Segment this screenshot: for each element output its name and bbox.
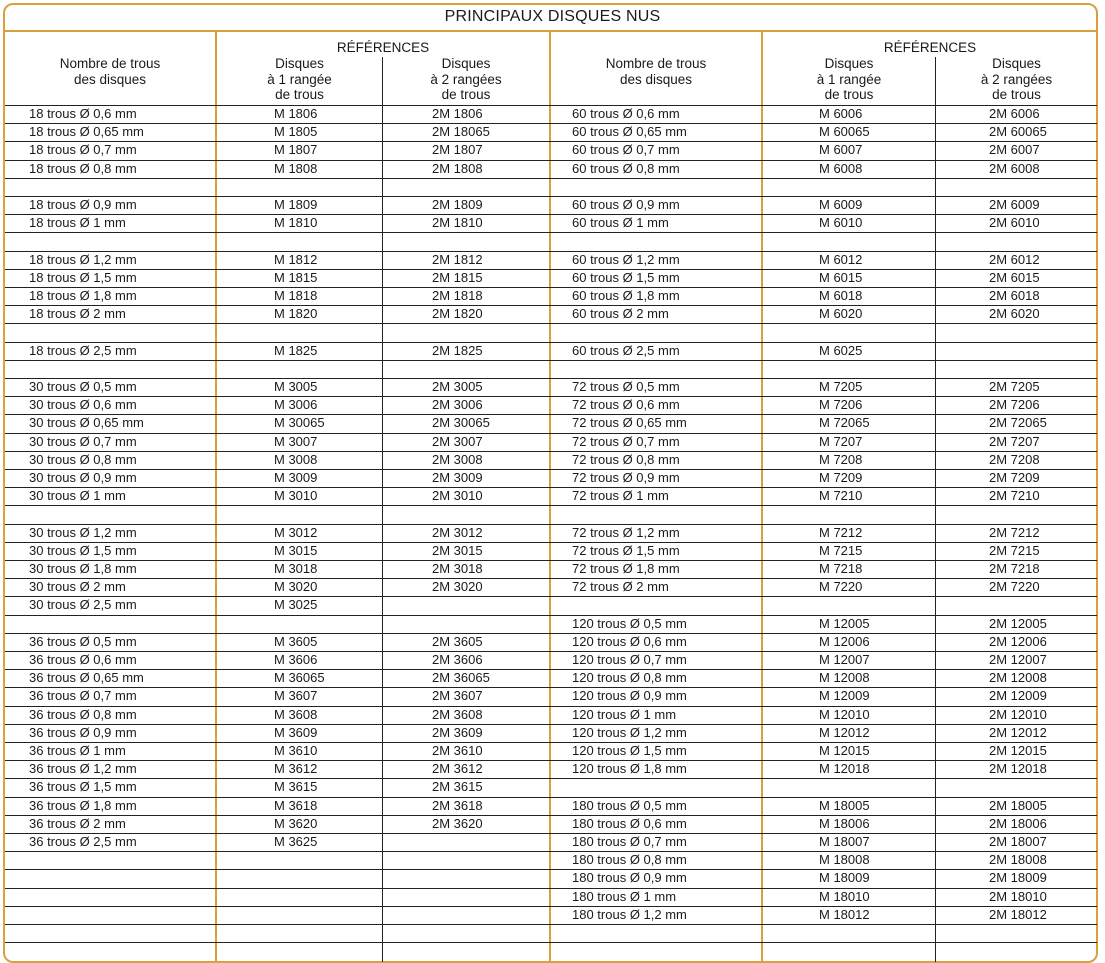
table-cell: 180 trous Ø 1 mm [572, 888, 677, 904]
table-cell: M 12006 [819, 633, 870, 649]
table-row [0, 433, 1105, 451]
table-cell: M 36065 [274, 670, 325, 686]
table-cell: M 3006 [274, 397, 318, 413]
table-cell: M 18009 [819, 870, 870, 886]
table-cell: M 12007 [819, 652, 870, 667]
table-cell: M 7215 [819, 542, 863, 558]
table-row [0, 160, 1105, 178]
table-row [0, 269, 1105, 287]
table-cell: 2M 36065 [432, 670, 490, 686]
header-double-row-left: Disques à 2 rangées de trous [430, 56, 502, 102]
table-cell: 2M 1812 [432, 251, 483, 267]
table-cell: 2M 6009 [989, 197, 1040, 212]
header-hole-count-left: Nombre de trous des disques [59, 56, 161, 87]
table-cell: 36 trous Ø 0,6 mm [29, 652, 137, 667]
table-cell: 120 trous Ø 1,2 mm [572, 724, 687, 740]
table-cell: 36 trous Ø 0,7 mm [29, 688, 137, 704]
table-cell: M 3009 [274, 470, 318, 485]
table-cell: 60 trous Ø 2,5 mm [572, 342, 680, 358]
table-cell: M 3620 [274, 815, 318, 831]
table-cell: 30 trous Ø 2 mm [29, 579, 126, 595]
table-row [0, 706, 1105, 724]
table-cell: 2M 12015 [989, 743, 1047, 758]
table-cell: 2M 3615 [432, 779, 483, 795]
table-row [0, 596, 1105, 614]
table-cell: M 1818 [274, 288, 318, 303]
table-cell: 36 trous Ø 1,2 mm [29, 761, 137, 777]
table-row [0, 414, 1105, 432]
header-single-row-left: Disques à 1 rangée de trous [267, 56, 332, 102]
table-cell: M 1820 [274, 306, 318, 322]
table-cell: M 18010 [819, 888, 870, 904]
table-cell: 2M 3608 [432, 706, 483, 722]
table-cell: 2M 1825 [432, 342, 483, 358]
table-row [0, 342, 1105, 360]
table-cell: 2M 7215 [989, 542, 1040, 558]
table-cell: 18 trous Ø 1,8 mm [29, 288, 137, 303]
table-cell: 36 trous Ø 0,9 mm [29, 724, 137, 740]
table-cell: 2M 6010 [989, 215, 1040, 231]
table-cell: M 3605 [274, 633, 318, 649]
table-cell: 60 trous Ø 1,2 mm [572, 251, 680, 267]
table-cell: M 30065 [274, 415, 325, 431]
table-row [0, 560, 1105, 578]
table-cell: 36 trous Ø 1 mm [29, 743, 126, 758]
table-cell: M 12015 [819, 743, 870, 758]
table-cell: 120 trous Ø 0,7 mm [572, 652, 687, 667]
table-cell: 2M 12005 [989, 615, 1047, 631]
table-cell: M 6015 [819, 269, 863, 285]
table-cell: M 3608 [274, 706, 318, 722]
table-row [0, 105, 1105, 123]
table-cell: 36 trous Ø 0,65 mm [29, 670, 144, 686]
table-cell: 30 trous Ø 0,8 mm [29, 451, 137, 467]
table-row [0, 141, 1105, 159]
table-cell: M 6007 [819, 142, 863, 158]
table-cell: M 3025 [274, 597, 318, 613]
table-cell: 36 trous Ø 0,5 mm [29, 633, 137, 649]
table-cell: M 3007 [274, 433, 318, 449]
table-cell: M 1808 [274, 160, 318, 176]
table-cell: 2M 12010 [989, 706, 1047, 722]
table-row [0, 778, 1105, 796]
table-cell: M 72065 [819, 415, 870, 431]
table-cell: 72 trous Ø 0,6 mm [572, 397, 680, 413]
table-row [0, 869, 1105, 887]
table-cell: M 1809 [274, 197, 318, 212]
table-cell: 120 trous Ø 1,5 mm [572, 743, 687, 758]
table-cell: M 6008 [819, 160, 863, 176]
title-divider [5, 30, 1097, 32]
table-cell: M 3625 [274, 834, 318, 849]
table-cell: 2M 72065 [989, 415, 1047, 431]
table-cell: M 7220 [819, 579, 863, 595]
table-cell: 72 trous Ø 0,65 mm [572, 415, 687, 431]
table-row [0, 833, 1105, 851]
table-row [0, 633, 1105, 651]
table-cell: M 7212 [819, 524, 863, 540]
table-row [0, 178, 1105, 196]
table-cell: 2M 7220 [989, 579, 1040, 595]
table-row [0, 451, 1105, 469]
table-cell: M 18012 [819, 906, 870, 922]
table-cell: 60 trous Ø 0,9 mm [572, 197, 680, 212]
table-row [0, 924, 1105, 942]
table-cell: 72 trous Ø 2 mm [572, 579, 669, 595]
table-row [0, 469, 1105, 487]
header-double-row-right: Disques à 2 rangées de trous [980, 56, 1053, 102]
table-cell: 18 trous Ø 1,2 mm [29, 251, 137, 267]
table-cell: 2M 12012 [989, 724, 1047, 740]
table-cell: 18 trous Ø 1 mm [29, 215, 126, 231]
table-cell: M 6018 [819, 288, 863, 303]
table-cell: 30 trous Ø 0,9 mm [29, 470, 137, 485]
table-cell: 2M 3007 [432, 433, 483, 449]
table-cell: 18 trous Ø 0,6 mm [29, 106, 137, 121]
table-cell: 2M 18005 [989, 797, 1047, 813]
table-cell: 2M 3012 [432, 524, 483, 540]
table-cell: 72 trous Ø 0,7 mm [572, 433, 680, 449]
table-cell: 72 trous Ø 1,5 mm [572, 542, 680, 558]
table-cell: 18 trous Ø 0,9 mm [29, 197, 137, 212]
table-cell: 2M 1820 [432, 306, 483, 322]
table-row [0, 542, 1105, 560]
table-cell: 30 trous Ø 0,65 mm [29, 415, 144, 431]
table-cell: 2M 60065 [989, 124, 1047, 140]
table-row [0, 232, 1105, 250]
table-cell: 30 trous Ø 1,5 mm [29, 542, 137, 558]
table-row [0, 651, 1105, 669]
table-row [0, 760, 1105, 778]
table-cell: M 1805 [274, 124, 318, 140]
table-cell: 2M 18006 [989, 815, 1047, 831]
table-cell: M 6012 [819, 251, 863, 267]
table-cell: M 3609 [274, 724, 318, 740]
table-cell: 60 trous Ø 1,5 mm [572, 269, 680, 285]
table-cell: M 7209 [819, 470, 863, 485]
table-cell: 2M 18065 [432, 124, 490, 140]
table-cell: M 18005 [819, 797, 870, 813]
table-cell: 30 trous Ø 1,8 mm [29, 561, 137, 576]
table-cell: 2M 7212 [989, 524, 1040, 540]
table-cell: 2M 6012 [989, 251, 1040, 267]
table-cell: 180 trous Ø 0,8 mm [572, 852, 687, 868]
table-cell: M 6020 [819, 306, 863, 322]
table-cell: 2M 30065 [432, 415, 490, 431]
table-cell: M 6025 [819, 342, 863, 358]
table-cell: 2M 1810 [432, 215, 483, 231]
table-cell: M 12009 [819, 688, 870, 704]
table-cell: 2M 3605 [432, 633, 483, 649]
table-row [0, 815, 1105, 833]
table-cell: 2M 3009 [432, 470, 483, 485]
table-cell: 180 trous Ø 0,6 mm [572, 815, 687, 831]
table-cell: M 3005 [274, 379, 318, 394]
table-cell: 2M 7218 [989, 561, 1040, 576]
table-cell: 72 trous Ø 1,8 mm [572, 561, 680, 576]
table-row [0, 378, 1105, 396]
table-cell: 2M 6018 [989, 288, 1040, 303]
table-cell: M 3606 [274, 652, 318, 667]
table-row [0, 123, 1105, 141]
table-cell: 2M 3610 [432, 743, 483, 758]
table-cell: 2M 7205 [989, 379, 1040, 394]
table-row [0, 888, 1105, 906]
table-cell: 2M 3005 [432, 379, 483, 394]
table-cell: 2M 18010 [989, 888, 1047, 904]
table-cell: M 1825 [274, 342, 318, 358]
table-row [0, 851, 1105, 869]
table-cell: 180 trous Ø 1,2 mm [572, 906, 687, 922]
table-row [0, 214, 1105, 232]
table-cell: M 7207 [819, 433, 863, 449]
table-cell: 120 trous Ø 0,5 mm [572, 615, 687, 631]
table-cell: 60 trous Ø 2 mm [572, 306, 669, 322]
table-cell: M 3008 [274, 451, 318, 467]
table-cell: 36 trous Ø 1,8 mm [29, 797, 137, 813]
table-cell: 2M 3607 [432, 688, 483, 704]
row-divider [5, 942, 1097, 943]
table-row [0, 578, 1105, 596]
table-cell: 2M 1808 [432, 160, 483, 176]
table-cell: M 3010 [274, 488, 318, 504]
table-cell: 72 trous Ø 0,5 mm [572, 379, 680, 394]
table-cell: 2M 6008 [989, 160, 1040, 176]
table-cell: 2M 7209 [989, 470, 1040, 485]
table-cell: M 6006 [819, 106, 863, 121]
header-single-row-right: Disques à 1 rangée de trous [816, 56, 882, 102]
table-cell: 18 trous Ø 0,7 mm [29, 142, 137, 158]
table-cell: 2M 1815 [432, 269, 483, 285]
table-cell: 2M 6006 [989, 106, 1040, 121]
table-cell: 2M 3606 [432, 652, 483, 667]
table-title: PRINCIPAUX DISQUES NUS [444, 8, 661, 25]
table-cell: 2M 6007 [989, 142, 1040, 158]
table-cell: M 7218 [819, 561, 863, 576]
table-cell: 36 trous Ø 2,5 mm [29, 834, 137, 849]
table-row [0, 524, 1105, 542]
table-cell: M 1812 [274, 251, 318, 267]
table-cell: 180 trous Ø 0,9 mm [572, 870, 687, 886]
table-row [0, 505, 1105, 523]
table-row [0, 305, 1105, 323]
table-cell: 18 trous Ø 2 mm [29, 306, 126, 322]
table-cell: 2M 7210 [989, 488, 1040, 504]
table-cell: 2M 18007 [989, 834, 1047, 849]
table-cell: 18 trous Ø 2,5 mm [29, 342, 137, 358]
table-cell: M 3020 [274, 579, 318, 595]
table-cell: M 3018 [274, 561, 318, 576]
table-cell: 2M 12018 [989, 761, 1047, 777]
table-cell: 2M 1818 [432, 288, 483, 303]
table-cell: 180 trous Ø 0,7 mm [572, 834, 687, 849]
table-cell: 72 trous Ø 0,9 mm [572, 470, 680, 485]
table-cell: 2M 12008 [989, 670, 1047, 686]
table-cell: M 12018 [819, 761, 870, 777]
table-cell: 60 trous Ø 1,8 mm [572, 288, 680, 303]
table-cell: 60 trous Ø 0,65 mm [572, 124, 687, 140]
table-row [0, 196, 1105, 214]
table-cell: M 1807 [274, 142, 318, 158]
table-cell: M 3015 [274, 542, 318, 558]
table-row [0, 797, 1105, 815]
table-cell: M 18007 [819, 834, 870, 849]
table-cell: 2M 6020 [989, 306, 1040, 322]
table-cell: M 12008 [819, 670, 870, 686]
table-row [0, 287, 1105, 305]
table-cell: 2M 3015 [432, 542, 483, 558]
table-row [0, 396, 1105, 414]
table-cell: 30 trous Ø 0,5 mm [29, 379, 137, 394]
table-cell: 2M 1807 [432, 142, 483, 158]
table-row [0, 360, 1105, 378]
table-cell: M 7208 [819, 451, 863, 467]
table-cell: M 3615 [274, 779, 318, 795]
table-cell: 2M 1806 [432, 106, 483, 121]
table-cell: 18 trous Ø 1,5 mm [29, 269, 137, 285]
table-row [0, 615, 1105, 633]
table-cell: 30 trous Ø 0,7 mm [29, 433, 137, 449]
table-cell: 2M 3006 [432, 397, 483, 413]
table-cell: 2M 6015 [989, 269, 1040, 285]
table-cell: 120 trous Ø 0,9 mm [572, 688, 687, 704]
table-cell: M 7206 [819, 397, 863, 413]
header-references-left: RÉFÉRENCES [336, 40, 430, 55]
table-cell: 2M 12006 [989, 633, 1047, 649]
table-cell: 180 trous Ø 0,5 mm [572, 797, 687, 813]
table-cell: 60 trous Ø 0,8 mm [572, 160, 680, 176]
table-cell: 2M 3620 [432, 815, 483, 831]
table-cell: 60 trous Ø 0,6 mm [572, 106, 680, 121]
table-row [0, 323, 1105, 341]
table-cell: 36 trous Ø 1,5 mm [29, 779, 137, 795]
table-cell: 120 trous Ø 1 mm [572, 706, 677, 722]
table-cell: 30 trous Ø 2,5 mm [29, 597, 137, 613]
table-cell: M 12005 [819, 615, 870, 631]
table-cell: 30 trous Ø 0,6 mm [29, 397, 137, 413]
table-cell: 2M 3008 [432, 451, 483, 467]
table-cell: 36 trous Ø 0,8 mm [29, 706, 137, 722]
table-cell: 2M 18009 [989, 870, 1047, 886]
table-cell: 60 trous Ø 0,7 mm [572, 142, 680, 158]
table-cell: M 3607 [274, 688, 318, 704]
table-cell: 2M 7207 [989, 433, 1040, 449]
table-cell: 30 trous Ø 1 mm [29, 488, 126, 504]
header-hole-count-right: Nombre de trous des disques [605, 56, 707, 87]
table-cell: 2M 7208 [989, 451, 1040, 467]
table-cell: M 6009 [819, 197, 863, 212]
table-cell: 30 trous Ø 1,2 mm [29, 524, 137, 540]
table-cell: 2M 12007 [989, 652, 1047, 667]
table-row [0, 487, 1105, 505]
table-cell: 2M 1809 [432, 197, 483, 212]
table-cell: M 3618 [274, 797, 318, 813]
table-cell: M 7210 [819, 488, 863, 504]
table-cell: M 3612 [274, 761, 318, 777]
table-row [0, 742, 1105, 760]
table-cell: 2M 3609 [432, 724, 483, 740]
table-cell: 2M 3010 [432, 488, 483, 504]
table-row [0, 906, 1105, 924]
table-cell: M 18008 [819, 852, 870, 868]
table-cell: M 18006 [819, 815, 870, 831]
table-cell: 60 trous Ø 1 mm [572, 215, 669, 231]
table-cell: M 1815 [274, 269, 318, 285]
table-cell: M 6010 [819, 215, 863, 231]
table-cell: 72 trous Ø 1 mm [572, 488, 669, 504]
table-cell: 72 trous Ø 1,2 mm [572, 524, 680, 540]
table-cell: 36 trous Ø 2 mm [29, 815, 126, 831]
table-cell: M 60065 [819, 124, 870, 140]
table-row [0, 251, 1105, 269]
table-cell: 2M 7206 [989, 397, 1040, 413]
table-cell: 72 trous Ø 0,8 mm [572, 451, 680, 467]
table-cell: 120 trous Ø 1,8 mm [572, 761, 687, 777]
table-cell: 2M 3618 [432, 797, 483, 813]
table-cell: 120 trous Ø 0,8 mm [572, 670, 687, 686]
table-cell: 18 trous Ø 0,65 mm [29, 124, 144, 140]
table-cell: 2M 3018 [432, 561, 483, 576]
table-cell: M 1806 [274, 106, 318, 121]
table-cell: 2M 18012 [989, 906, 1047, 922]
table-cell: 2M 3612 [432, 761, 483, 777]
table-cell: 2M 12009 [989, 688, 1047, 704]
table-cell: 120 trous Ø 0,6 mm [572, 633, 687, 649]
table-cell: M 3012 [274, 524, 318, 540]
table-cell: M 12012 [819, 724, 870, 740]
table-row [0, 724, 1105, 742]
table-row [0, 669, 1105, 687]
table-row [0, 687, 1105, 705]
table-cell: M 1810 [274, 215, 318, 231]
table-cell: M 7205 [819, 379, 863, 394]
header-references-right: RÉFÉRENCES [883, 40, 977, 55]
table-cell: 2M 18008 [989, 852, 1047, 868]
table-cell: M 12010 [819, 706, 870, 722]
table-cell: 18 trous Ø 0,8 mm [29, 160, 137, 176]
table-cell: M 3610 [274, 743, 318, 758]
table-cell: 2M 3020 [432, 579, 483, 595]
